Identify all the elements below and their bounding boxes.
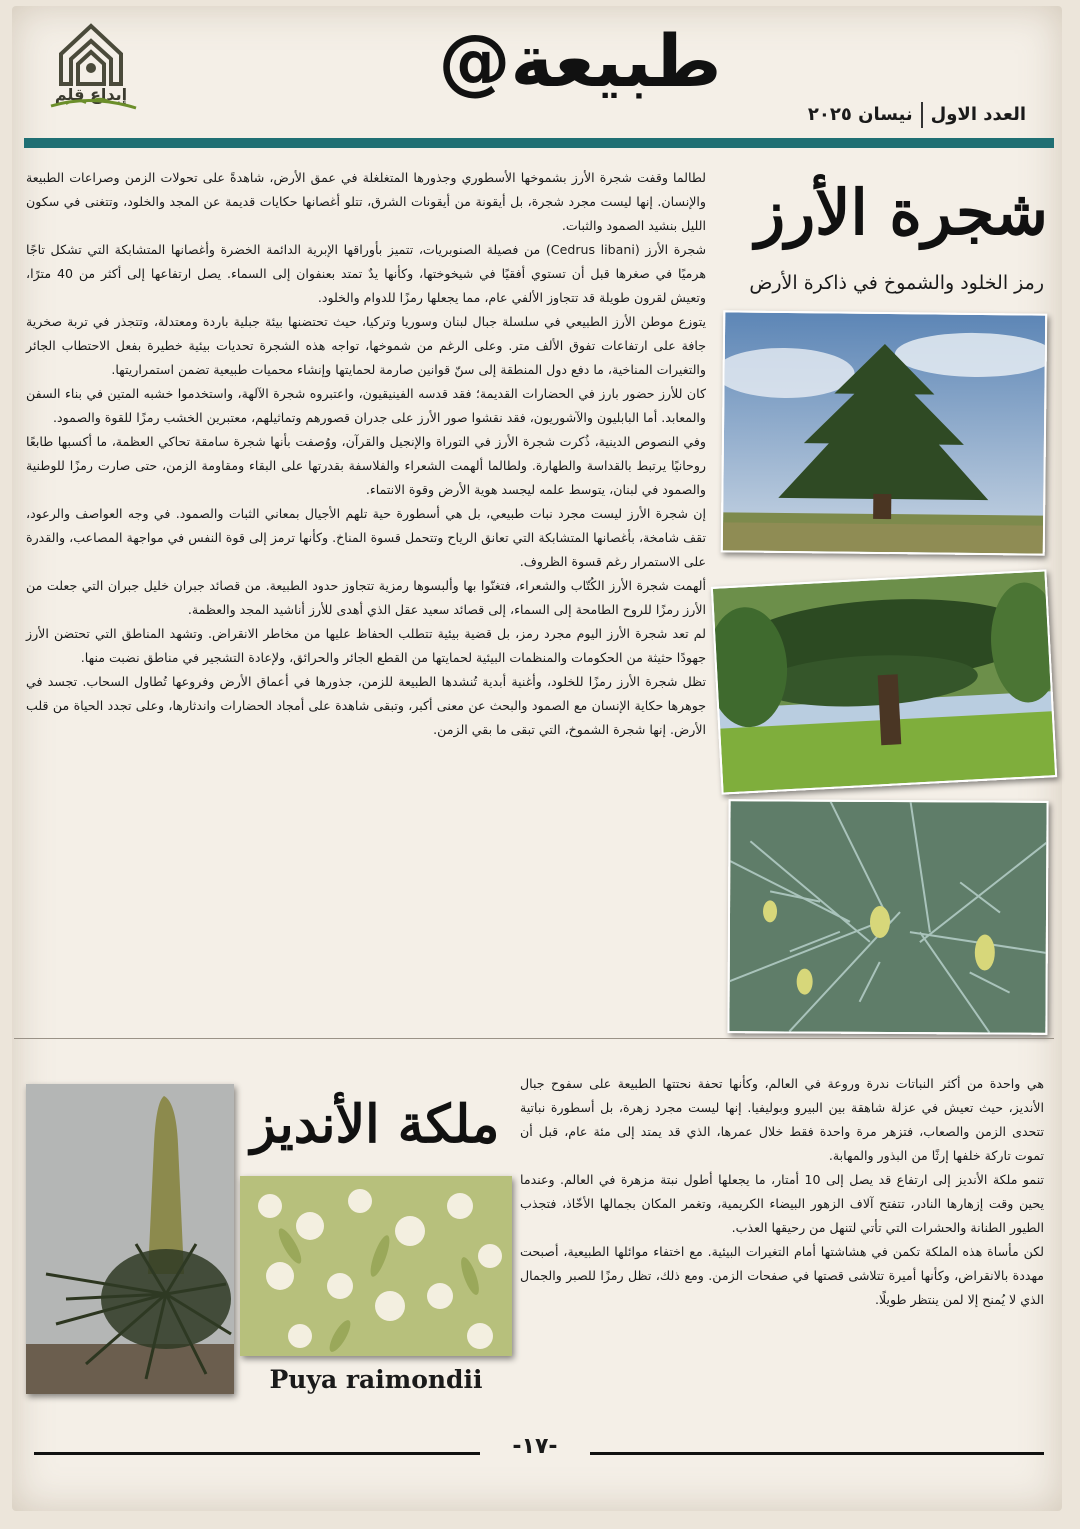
cedar-paragraph: لم تعد شجرة الأرز اليوم مجرد رمز، بل قضية بيئية تتطلب الحفاظ عليها من مخاطر الانقراض. وتشهد المناطق التي تحتضن الأرز جهودًا حثيثة من الحكومات والمنظمات البيئية لحمايتها من القطع الجائر والحرائق، ولإعادة التشجير في مناطق نضبت منها.	[26, 626, 706, 665]
page-number: -١٧-	[480, 1432, 590, 1462]
section-divider	[14, 1038, 1054, 1039]
cedar-tree-park-photo	[711, 569, 1057, 794]
accent-bar	[24, 138, 1054, 148]
cedar-paragraph: لطالما وقفت شجرة الأرز بشموخها الأسطوري وجذورها المتغلغلة في عمق الأرض، شاهدةً على تحولات الزمن وصراعات الطبيعة والإنسان. إنها ليست مجرد شجرة، بل أيقونة من أيقونات الشرق، تتلو أغصانها حكايات قديمة عن المجد والخلود، وتتغنى في سكون الليل بنشيد الصمود والثبات.	[26, 170, 706, 233]
cedar-paragraph: إن شجرة الأرز ليست مجرد نبات طبيعي، بل هي أسطورة حية تلهم الأجيال بمعاني الثبات والصمود. في وجه العواصف والرعود، تقف شامخة، بأغصانها المتشابكة التي تعانق الرياح وتتحمل قسوة المناخ. وكأنها ترمز إلى قوة النفس في مواجهة المصاعب، والقدرة على الاستمرار رغم قسوة الظروف.	[26, 506, 706, 569]
cedar-paragraph: ألهمت شجرة الأرز الكُتّاب والشعراء، فتغنّوا بها وألبسوها رمزية تتجاوز حدود الطبيعة. من قصائد جبران خليل جبران التي جعلت من الأرز رمزًا للروح الطامحة إلى السماء، إلى قصائد سعيد عقل الذي أهدى للأرز أناشيد المجد والعظمة.	[26, 578, 706, 617]
puya-flowers-photo	[240, 1176, 512, 1356]
andes-paragraph: هي واحدة من أكثر النباتات ندرة وروعة في العالم، وكأنها تحفة نحتتها الطبيعة على سفوح جبال الأنديز، حيث تعيش في عزلة شاهقة بين البيرو وبوليفيا. إنها ليست مجرد زهرة، بل أسطورة نباتية تتحدى الزمن والصعاب، فتزهر مرة واحدة فقط خلال عمرها، الذي قد يمتد إلى مئة عام، قبل أن تموت تاركة خلفها إرثًا من البذور والمهابة.	[520, 1076, 1044, 1163]
photo-caption: Puya raimondii	[269, 1365, 483, 1394]
issue-number: العدد الاول	[930, 104, 1026, 125]
andes-article-title: ملكة الأنديز	[250, 1094, 500, 1155]
cedar-needles-closeup-photo	[727, 799, 1048, 1035]
cedar-paragraph: شجرة الأرز (Cedrus libani) من فصيلة الصنوبريات، تتميز بأوراقها الإبرية الدائمة الخضرة وأغصانها المتشابكة التي تشكل تاجًا هرميًا في صغرها قبل أن تستوي أفقيًا في شيخوختها، وكأنها يدٌ تمتد بعنفوان إلى السماء. يصل ارتفاعها إلى أكثر من 40 مترًا، وتعيش لقرون طويلة قد تتجاوز الألفي عام، مما يجعلها رمزًا للدوام والخلود.	[26, 242, 707, 305]
cedar-article-body	[26, 166, 706, 1036]
andes-paragraph: تنمو ملكة الأنديز إلى ارتفاع قد يصل إلى 10 أمتار، ما يجعلها أطول نبتة مزهرة في العالم. وعندما يحين وقت إزهارها النادر، تتفتح آلاف الزهور البيضاء الكريمية، وتغمر المكان بجمالها الأخّاذ، فتجذب الطيور الطنانة والحشرات التي تأتي لتنهل من رحيقها العذب.	[520, 1172, 1044, 1235]
cedar-paragraph: وفي النصوص الدينية، ذُكرت شجرة الأرز في التوراة والإنجيل والقرآن، ووُصفت بأنها شجرة سامقة تحاكي العظمة، ما أكسبها طابعًا روحانيًا يرتبط بالقداسة والطهارة. ولطالما ألهمت الشعراء والفلاسفة بقدرتها على البقاء ومقاومة الزمن، حتى صارت رمزًا للوطنية والصمود في لبنان، يتوسط علمه ليجسد هوية الأرض وقوة الانتماء.	[26, 434, 706, 497]
magazine-logo	[36, 14, 146, 124]
cedar-paragraph: كان للأرز حضور بارز في الحضارات القديمة؛ فقد قدسه الفينيقيون، واعتبروه شجرة الآلهة، واستخدموا خشبه المتين في بناء السفن والمعابد. أما البابليون والآشوريون، فقد نقشوا صور الأرز على جدران قصورهم وتماثيلهم، معتبرين الخشب رمزًا للقوة والصمود.	[26, 386, 706, 425]
cedar-paragraph: يتوزع موطن الأرز الطبيعي في سلسلة جبال لبنان وسوريا وتركيا، حيث تحتضنها بيئة جبلية باردة ومعتدلة، وتتجذر في تربة صخرية جافة على ارتفاعات تفوق الألف متر. وعلى الرغم من شموخها، تواجه هذه الشجرة تحديات بيئية خطيرة بفعل الاحتطاب الجائر والتغيرات المناخية، ما دفع دول المنطقة إلى سنّ قوانين صارمة لحمايتها وإنشاء محميات طبيعية تضمن استمراريتها.	[26, 314, 706, 377]
issue-date: نيسان ٢٠٢٥	[807, 104, 913, 125]
issue-separator	[921, 102, 923, 128]
andes-paragraph: لكن مأساة هذه الملكة تكمن في هشاشتها أمام التغيرات البيئية. مع اختفاء موائلها الطبيعية، أصبحت مهددة بالانقراض، وكأنها أميرة تتلاشى قصتها في صفحات الزمن. ومع ذلك، تظل رمزًا للصبر والجمال الذي لا يُمنح إلا لمن ينتظر طويلًا.	[520, 1244, 1044, 1307]
cedar-tree-photo	[721, 310, 1048, 555]
issue-info	[706, 100, 1026, 130]
logo-text: إبداع قلم	[54, 85, 128, 104]
andes-article-body	[520, 1072, 1044, 1444]
cedar-article-title: شجرة الأرز	[755, 176, 1048, 249]
puya-plant-photo	[26, 1084, 234, 1394]
masthead-title: @طبيعة	[438, 19, 722, 103]
cedar-paragraph: تظل شجرة الأرز رمزًا للخلود، وأغنية أبدية تُنشدها الطبيعة للزمن، جذورها في أعماق الأرض وفروعها تُطاول السحاب. تجسد في جوهرها حكاية الإنسان مع الصمود والبحث عن معنى أكبر، وتبقى شاهدة على أمجاد الحضارات واندثارها، وعلى تجدد الحياة من قلب الأرض. إنها شجرة الشموخ، التي تبقى ما بقي الزمن.	[26, 674, 706, 737]
cedar-article-subtitle: رمز الخلود والشموخ في ذاكرة الأرض	[749, 272, 1044, 294]
